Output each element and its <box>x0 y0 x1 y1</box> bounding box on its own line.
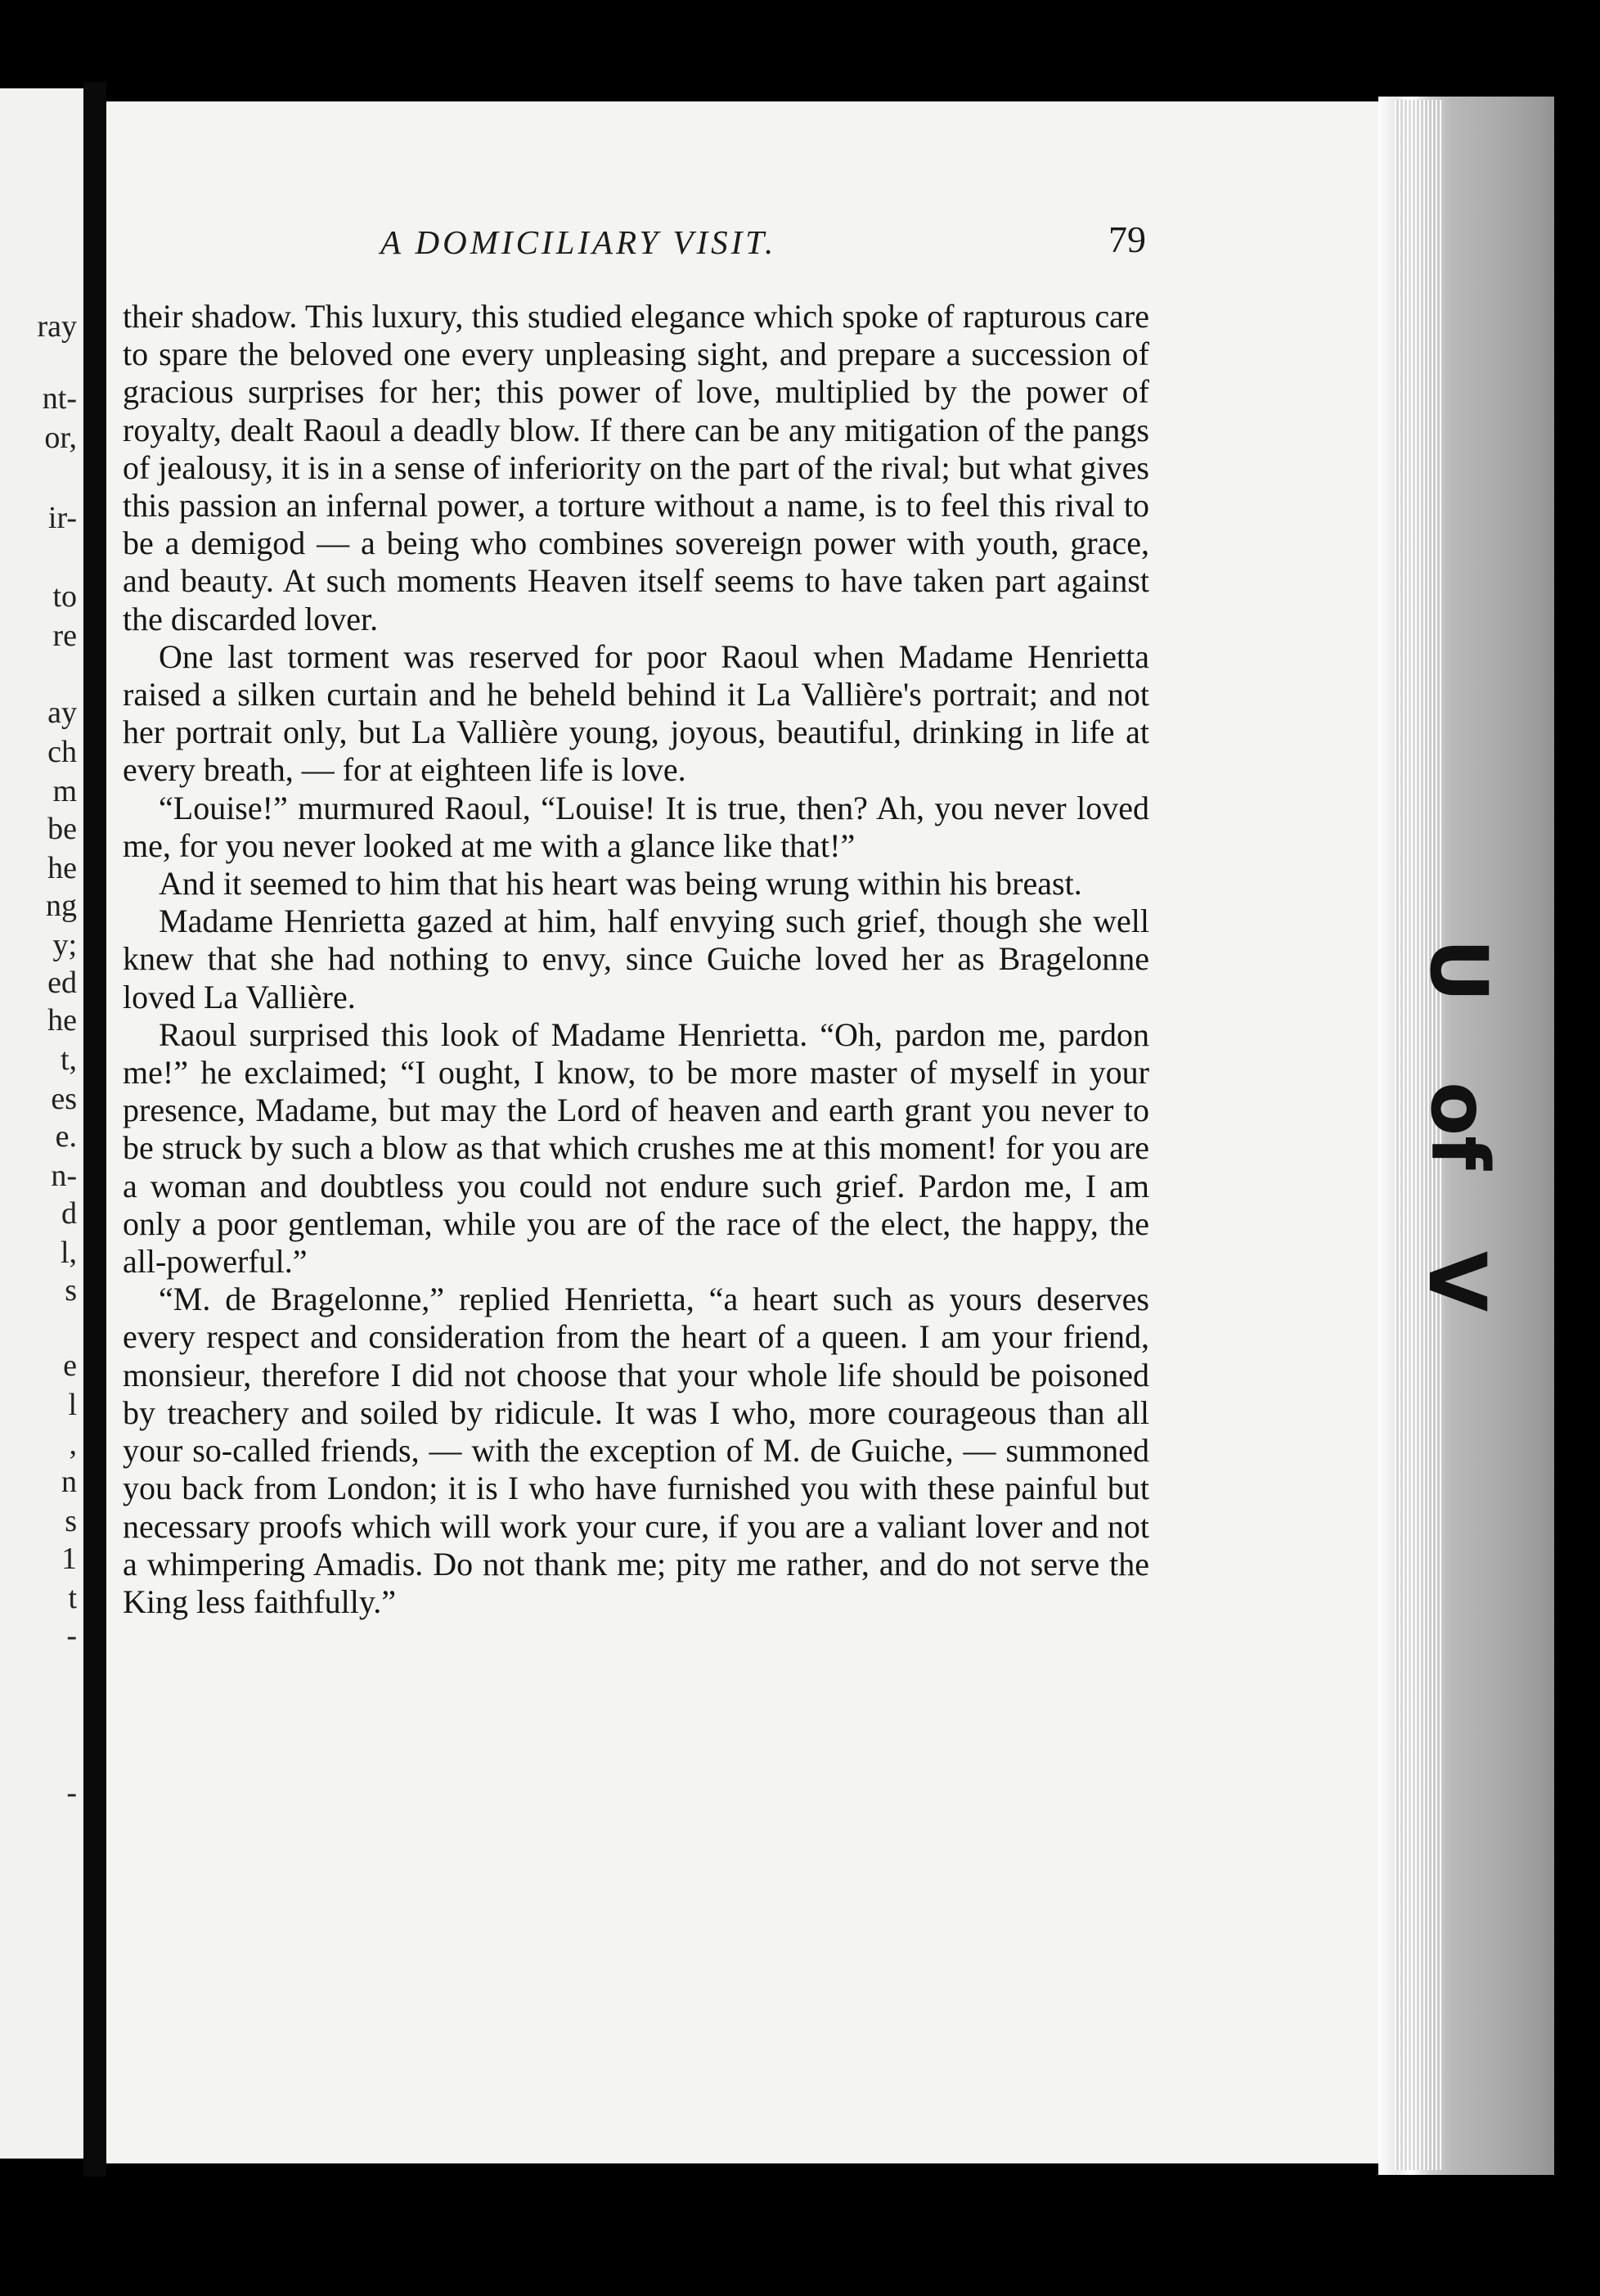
paragraph: their shadow. This luxury, this studied elegance which spoke of rapturous care to spare the beloved one every unpleasing sight, and prepare a succession of gracious surprises for her; this power of love, multiplied by the power of royalty, dealt Raoul a deadly blow. If there can be any mitigation of the pangs of jealousy, it is in a sense of inferiority on the part of the rival; but what gives this passion an infernal power, a torture without a name, is to feel this rival to be a demigod — a being who combines sovereign power with youth, grace, and beauty. At such moments Heaven itself seems to have taken part against the discarded lover. <box>123 298 1149 637</box>
left-page-fragment: nt- <box>42 381 77 416</box>
left-page-fragment: ray <box>37 309 77 344</box>
left-page-fragment: - <box>66 1618 77 1653</box>
left-page-fragment: s <box>65 1273 77 1308</box>
left-page-fragment: to <box>52 579 77 614</box>
stamp-letter: V <box>1411 1250 1503 1312</box>
stamp-letter: of <box>1413 1082 1505 1170</box>
body-text <box>123 298 1149 1621</box>
page-number: 79 <box>1108 218 1146 260</box>
left-page-fragment: t, <box>60 1042 77 1077</box>
left-page-fragment: l, <box>60 1236 77 1270</box>
paragraph: Raoul surprised this look of Madame Henrietta. “Oh, pardon me, pardon me!” he exclaimed; “I ought, I know, to be more master of myself in your presence, Madame, but may the Lord of heaven and earth grant you never to be struck by such a blow as that which crushes me at this moment! for you are a woman and doubtless you could not endure such grief. Pardon me, I am only a poor gentleman, while you are of the race of the elect, the happy, the all-powerful.” <box>123 1015 1149 1281</box>
paragraph: “M. de Bragelonne,” replied Henrietta, “a heart such as yours deserves every respect and consideration from the heart of a queen. I am your friend, monsieur, therefore I did not choose that your whole life should be poisoned by treachery and soiled by ridicule. It was I who, more courageous than all your so-called friends, — with the exception of M. de Guiche, — summoned you back from London; it is I who have furnished you with these painful but necessary proofs which will work your cure, if you are a valiant lover and not a whimpering Amadis. Do not thank me; pity me rather, and do not serve the King less faithfully.” <box>123 1281 1149 1620</box>
left-page-fragment: or, <box>44 421 77 455</box>
left-page-fragment: be <box>47 812 77 846</box>
left-page-fragment: he <box>47 851 77 885</box>
left-page-fragment: ay <box>47 696 77 730</box>
book-gutter <box>83 82 106 2177</box>
left-page-fragment: re <box>52 619 77 653</box>
book-page <box>106 101 1378 2163</box>
left-page-fragment: n <box>61 1465 77 1499</box>
left-page-fragment: ed <box>47 966 77 1000</box>
running-head <box>106 218 1378 272</box>
left-page-fragment: - <box>66 1776 77 1810</box>
left-page-fragment: ir- <box>47 501 77 535</box>
running-title: A DOMICILIARY VISIT. <box>380 223 777 261</box>
left-page-edge <box>0 88 90 2159</box>
left-page-fragment: he <box>47 1003 77 1038</box>
left-page-fragment: ch <box>47 735 77 769</box>
left-page-fragment: n- <box>51 1159 77 1193</box>
left-page-fragment: m <box>52 774 77 808</box>
left-page-fragment: ng <box>46 889 77 923</box>
paragraph: One last torment was reserved for poor Raoul when Madame Henrietta raised a silken curtain and he beheld behind it La Vallière's portrait; and not her portrait only, but La Vallière young, joyous, beautiful, drinking in life at every breath, — for at eighteen life is love. <box>123 637 1149 789</box>
paragraph: Madame Henrietta gazed at him, half envying such grief, though she well knew that she had nothing to envy, since Guiche loved her as Bragelonne loved La Vallière. <box>123 903 1149 1015</box>
left-page-fragment: t <box>68 1581 77 1615</box>
left-page-fragment: es <box>51 1082 77 1116</box>
left-page-fragment: e. <box>55 1119 77 1154</box>
left-page-fragment: 1 <box>61 1542 77 1576</box>
left-page-fragment: s <box>65 1504 77 1538</box>
stamp-letter: U <box>1412 939 1504 1002</box>
paragraph: “Louise!” murmured Raoul, “Louise! It is true, then? Ah, you never loved me, for you never looked at me with a glance like that!” <box>123 789 1149 864</box>
left-page-fragment: y; <box>52 928 77 962</box>
paragraph: And it seemed to him that his heart was being wrung within his breast. <box>159 865 1082 903</box>
left-page-fragment: l <box>68 1388 77 1422</box>
left-page-fragment: , <box>69 1427 77 1461</box>
left-page-fragment: e <box>63 1348 77 1383</box>
library-stamp <box>1411 925 1505 1334</box>
binding-shadow <box>1554 0 1600 2296</box>
left-page-fragment: d <box>61 1196 77 1231</box>
